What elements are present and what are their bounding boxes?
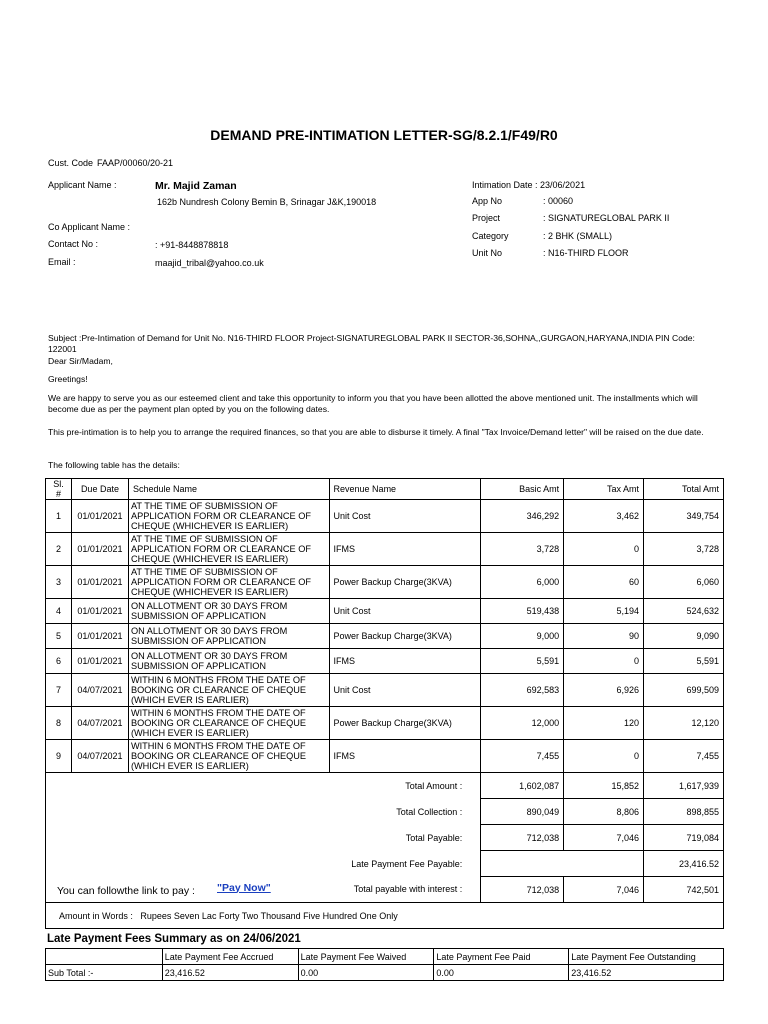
cell-revenue: Power Backup Charge(3KVA) [329,707,481,740]
cell-total: 9,090 [644,624,724,649]
cell-revenue: IFMS [329,533,481,566]
payable-interest-basic: 712,038 [481,877,564,903]
late-header-accrued: Late Payment Fee Accrued [162,949,298,965]
table-row [46,566,724,599]
cust-code: FAAP/00060/20-21 [97,158,174,168]
cust-code-label: Cust. Code [48,158,94,168]
late-fee-total: 23,416.52 [644,851,724,877]
cell-tax: 0 [564,740,644,773]
amount-words-value: Rupees Seven Lac Forty Two Thousand Five Hundred One Only [140,910,398,921]
late-fees-subtotal-row [46,965,724,981]
cell-sl: 9 [46,740,72,773]
total-amount-tax: 15,852 [564,773,644,799]
cell-schedule: WITHIN 6 MONTHS FROM THE DATE OF BOOKING OR CLEARANCE OF CHEQUE (WHICH EVER IS EARLIER) [128,707,329,740]
header-due-date: Due Date [71,479,128,500]
cell-total: 6,060 [644,566,724,599]
cell-due-date: 04/07/2021 [71,707,128,740]
header-tax-amt: Tax Amt [564,479,644,500]
cell-revenue: IFMS [329,740,481,773]
table-row [46,674,724,707]
total-collection-label: Total Collection : [46,799,481,825]
late-fees-header-row [46,949,724,965]
cell-revenue: IFMS [329,649,481,674]
late-subtotal-accrued: 23,416.52 [162,965,298,981]
cell-basic: 5,591 [481,649,564,674]
table-intro: The following table has the details: [48,460,180,470]
subject-line: Subject :Pre-Intimation of Demand for Unit No. N16-THIRD FLOOR Project-SIGNATUREGLOBAL PARK II SECTOR-36,SOHNA,,GURGAON,HARYANA,INDIA PIN Code: 122001 [48,333,695,354]
header-sl: Sl. # [46,479,72,500]
category-label: Category [472,231,509,241]
cell-total: 524,632 [644,599,724,624]
co-applicant-label: Co Applicant Name : [48,222,131,232]
pay-link-text: You can followthe link to pay : [57,884,195,897]
unit-label: Unit No [472,248,503,258]
header-revenue-name: Revenue Name [329,479,481,500]
cell-schedule: AT THE TIME OF SUBMISSION OF APPLICATION FORM OR CLEARANCE OF CHEQUE (WHICHEVER IS EARLIER) [128,533,329,566]
cell-sl: 2 [46,533,72,566]
cell-schedule: ON ALLOTMENT OR 30 DAYS FROM SUBMISSION OF APPLICATION [128,649,329,674]
table-header-row [46,479,724,500]
app-no: : 00060 [543,196,574,206]
payable-interest-label: Total payable with interest : [353,883,463,894]
amount-words-cell [46,903,724,929]
email-value: maajid_tribal@yahoo.co.uk [155,258,264,268]
table-row [46,740,724,773]
late-subtotal-paid: 0.00 [434,965,569,981]
cell-tax: 90 [564,624,644,649]
total-payable-tax: 7,046 [564,825,644,851]
cell-sl: 7 [46,674,72,707]
total-collection-tax: 8,806 [564,799,644,825]
cell-basic: 3,728 [481,533,564,566]
cell-tax: 5,194 [564,599,644,624]
cell-sl: 5 [46,624,72,649]
cell-schedule: ON ALLOTMENT OR 30 DAYS FROM SUBMISSION OF APPLICATION [128,624,329,649]
total-amount-label: Total Amount : [46,773,481,799]
table-row [46,707,724,740]
total-amount-basic: 1,602,087 [481,773,564,799]
contact-number: : +91-8448878818 [155,240,229,250]
amount-words-label: Amount in Words : [59,910,133,921]
header-total-amt: Total Amt [644,479,724,500]
cell-due-date: 01/01/2021 [71,533,128,566]
cell-basic: 346,292 [481,500,564,533]
cell-schedule: AT THE TIME OF SUBMISSION OF APPLICATION FORM OR CLEARANCE OF CHEQUE (WHICHEVER IS EARLIER) [128,500,329,533]
cell-basic: 519,438 [481,599,564,624]
cell-sl: 1 [46,500,72,533]
late-fees-table [45,948,724,981]
cell-basic: 6,000 [481,566,564,599]
applicant-name: Mr. Majid Zaman [155,180,237,192]
contact-label: Contact No : [48,239,99,249]
app-no-label: App No [472,196,503,206]
late-header-paid: Late Payment Fee Paid [434,949,569,965]
cell-tax: 6,926 [564,674,644,707]
cell-sl: 3 [46,566,72,599]
total-payable-basic: 712,038 [481,825,564,851]
payable-interest-tax: 7,046 [564,877,644,903]
cell-revenue: Power Backup Charge(3KVA) [329,566,481,599]
project-label: Project [472,213,501,223]
payable-interest-total: 742,501 [644,877,724,903]
amount-words-row [46,903,724,929]
cell-schedule: WITHIN 6 MONTHS FROM THE DATE OF BOOKING OR CLEARANCE OF CHEQUE (WHICH EVER IS EARLIER) [128,740,329,773]
cell-total: 7,455 [644,740,724,773]
cell-due-date: 04/07/2021 [71,674,128,707]
cell-due-date: 01/01/2021 [71,500,128,533]
cell-basic: 692,583 [481,674,564,707]
cell-revenue: Power Backup Charge(3KVA) [329,624,481,649]
total-amount-total: 1,617,939 [644,773,724,799]
letter-title: DEMAND PRE-INTIMATION LETTER-SG/8.2.1/F49/R0 [210,127,558,143]
project-value: : SIGNATUREGLOBAL PARK II [543,213,670,223]
late-fees-title: Late Payment Fees Summary as on 24/06/2021 [47,933,301,945]
table-row [46,500,724,533]
late-fee-label: Late Payment Fee Payable: [46,851,481,877]
cell-basic: 7,455 [481,740,564,773]
cell-total: 699,509 [644,674,724,707]
cell-schedule: WITHIN 6 MONTHS FROM THE DATE OF BOOKING OR CLEARANCE OF CHEQUE (WHICH EVER IS EARLIER) [128,674,329,707]
cell-due-date: 04/07/2021 [71,740,128,773]
applicant-address: 162b Nundresh Colony Bemin B, Srinagar J&K,190018 [157,197,377,207]
total-payable-row [46,825,724,851]
payable-interest-row [46,877,724,903]
late-fee-row [46,851,724,877]
cell-tax: 0 [564,533,644,566]
table-row [46,624,724,649]
cell-tax: 3,462 [564,500,644,533]
cell-revenue: Unit Cost [329,500,481,533]
header-schedule-name: Schedule Name [128,479,329,500]
total-collection-row [46,799,724,825]
unit-value: : N16-THIRD FLOOR [543,248,629,258]
cell-schedule: AT THE TIME OF SUBMISSION OF APPLICATION FORM OR CLEARANCE OF CHEQUE (WHICHEVER IS EARLIER) [128,566,329,599]
cell-schedule: ON ALLOTMENT OR 30 DAYS FROM SUBMISSION OF APPLICATION [128,599,329,624]
cell-tax: 60 [564,566,644,599]
late-fee-blank [481,851,644,877]
table-row [46,649,724,674]
cell-revenue: Unit Cost [329,599,481,624]
late-subtotal-label: Sub Total :- [46,965,163,981]
category-value: : 2 BHK (SMALL) [543,231,613,241]
cell-total: 12,120 [644,707,724,740]
total-payable-total: 719,084 [644,825,724,851]
cell-sl: 8 [46,707,72,740]
total-collection-total: 898,855 [644,799,724,825]
cell-due-date: 01/01/2021 [71,649,128,674]
cell-sl: 6 [46,649,72,674]
finance-paragraph: This pre-intimation is to help you to arrange the required finances, so that you are able to disburse it timely. A final "Tax Invoice/Demand letter" will be raised on the due date. [48,427,704,437]
demand-table [45,478,724,929]
cell-sl: 4 [46,599,72,624]
cell-total: 3,728 [644,533,724,566]
intro-paragraph: We are happy to serve you as our esteemed client and take this opportunity to inform you that you have been allotted the above mentioned unit. The installments which will become due as per the payment plan opted by you on the following dates. [48,393,698,414]
email-label: Email : [48,257,76,267]
cell-due-date: 01/01/2021 [71,624,128,649]
late-header-outstanding: Late Payment Fee Outstanding [569,949,724,965]
cell-revenue: Unit Cost [329,674,481,707]
cell-tax: 0 [564,649,644,674]
cell-due-date: 01/01/2021 [71,566,128,599]
intimation-date: Intimation Date : 23/06/2021 [472,180,586,190]
header-basic-amt: Basic Amt [481,479,564,500]
late-header-waived: Late Payment Fee Waived [298,949,434,965]
total-collection-basic: 890,049 [481,799,564,825]
greetings: Greetings! [48,374,88,384]
cell-total: 349,754 [644,500,724,533]
cell-basic: 12,000 [481,707,564,740]
cell-basic: 9,000 [481,624,564,649]
pay-now-cell [46,877,481,903]
total-payable-label: Total Payable: [46,825,481,851]
late-subtotal-outstanding: 23,416.52 [569,965,724,981]
table-row [46,599,724,624]
cell-total: 5,591 [644,649,724,674]
table-row [46,533,724,566]
cell-tax: 120 [564,707,644,740]
pay-now-link[interactable]: "Pay Now" [217,881,271,894]
applicant-label: Applicant Name : [48,180,117,190]
cell-due-date: 01/01/2021 [71,599,128,624]
total-amount-row [46,773,724,799]
late-subtotal-waived: 0.00 [298,965,434,981]
late-header-blank [46,949,163,965]
salutation: Dear Sir/Madam, [48,356,113,366]
